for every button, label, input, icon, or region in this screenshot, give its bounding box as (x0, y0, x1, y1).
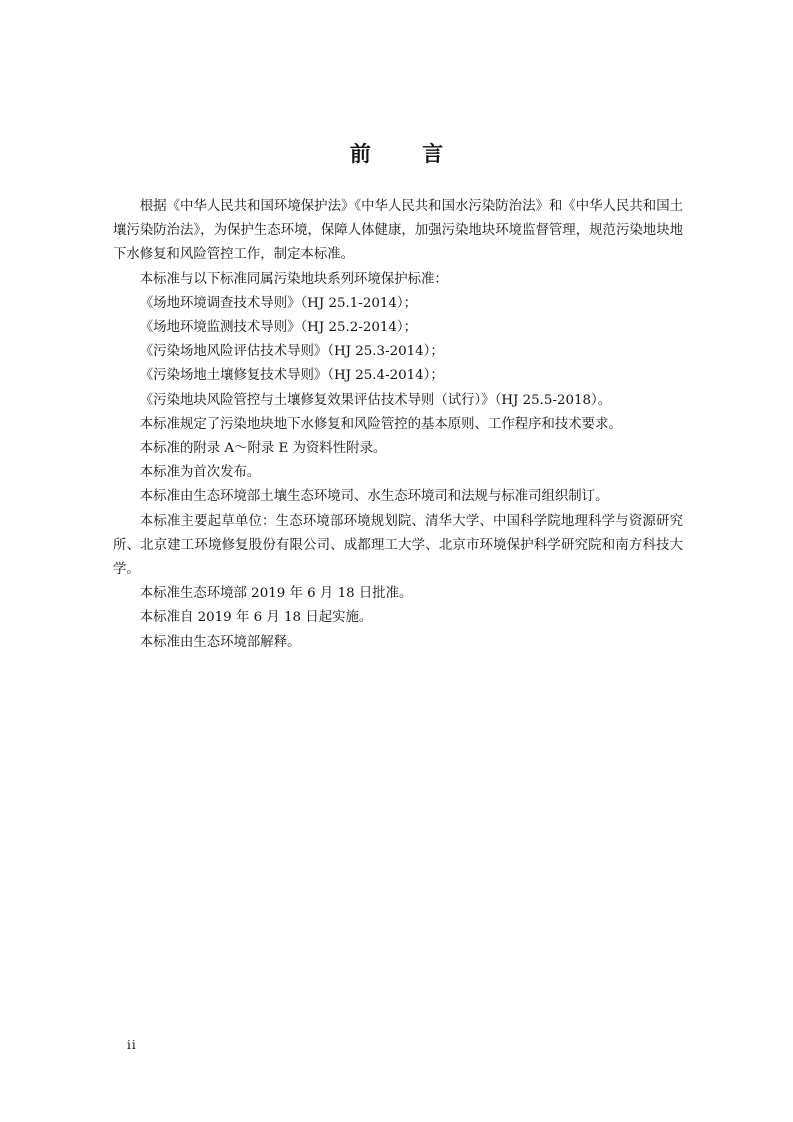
standard-item-hj-25-4: 《污染场地土壤修复技术导则》（HJ 25.4-2014）； (139, 368, 444, 384)
standard-item-hj-25-3: 《污染场地风险评估技术导则》（HJ 25.3-2014）； (139, 344, 444, 360)
paragraph-approval-date: 本标准生态环境部 2019 年 6 月 18 日批准。 (139, 586, 413, 602)
paragraph-first-release: 本标准为首次发布。 (139, 465, 261, 481)
paragraph-organizers: 本标准由生态环境部土壤生态环境司、水生态环境司和法规与标准司组织制订。 (139, 489, 609, 505)
paragraph-series-intro: 本标准与以下标准同属污染地块系列环境保护标准： (139, 271, 448, 287)
page-title: 前 言 (349, 141, 466, 166)
standard-item-hj-25-2: 《场地环境监测技术导则》（HJ 25.2-2014）； (139, 320, 417, 336)
foreword-body (113, 195, 683, 655)
paragraph-effective-date: 本标准自 2019 年 6 月 18 日起实施。 (139, 610, 373, 626)
paragraph-scope: 本标准规定了污染地块地下水修复和风险管控的基本原则、工作程序和技术要求。 (139, 416, 622, 432)
page-number: ii (127, 1038, 137, 1052)
standard-item-hj-25-1: 《场地环境调查技术导则》（HJ 25.1-2014）； (139, 295, 417, 311)
standard-item-hj-25-5: 《污染地块风险管控与土壤修复效果评估技术导则（试行）》（HJ 25.5-2018）。 (139, 392, 612, 408)
paragraph-interpretation: 本标准由生态环境部解释。 (139, 634, 301, 650)
paragraph-legal-basis: 根据《中华人民共和国环境保护法》《中华人民共和国水污染防治法》和《中华人民共和国土壤污染防治法》，为保护生态环境，保障人体健康，加强污染地块环境监督管理，规范污染地块地下水修复和风险管控工作，制定本标准。 (113, 199, 683, 263)
paragraph-appendix: 本标准的附录 A～附录 E 为资料性附录。 (139, 441, 387, 457)
paragraph-drafting-units: 本标准主要起草单位：生态环境部环境规划院、清华大学、中国科学院地理科学与资源研究所、北京建工环境修复股份有限公司、成都理工大学、北京市环境保护科学研究院和南方科技大学。 (113, 513, 683, 578)
